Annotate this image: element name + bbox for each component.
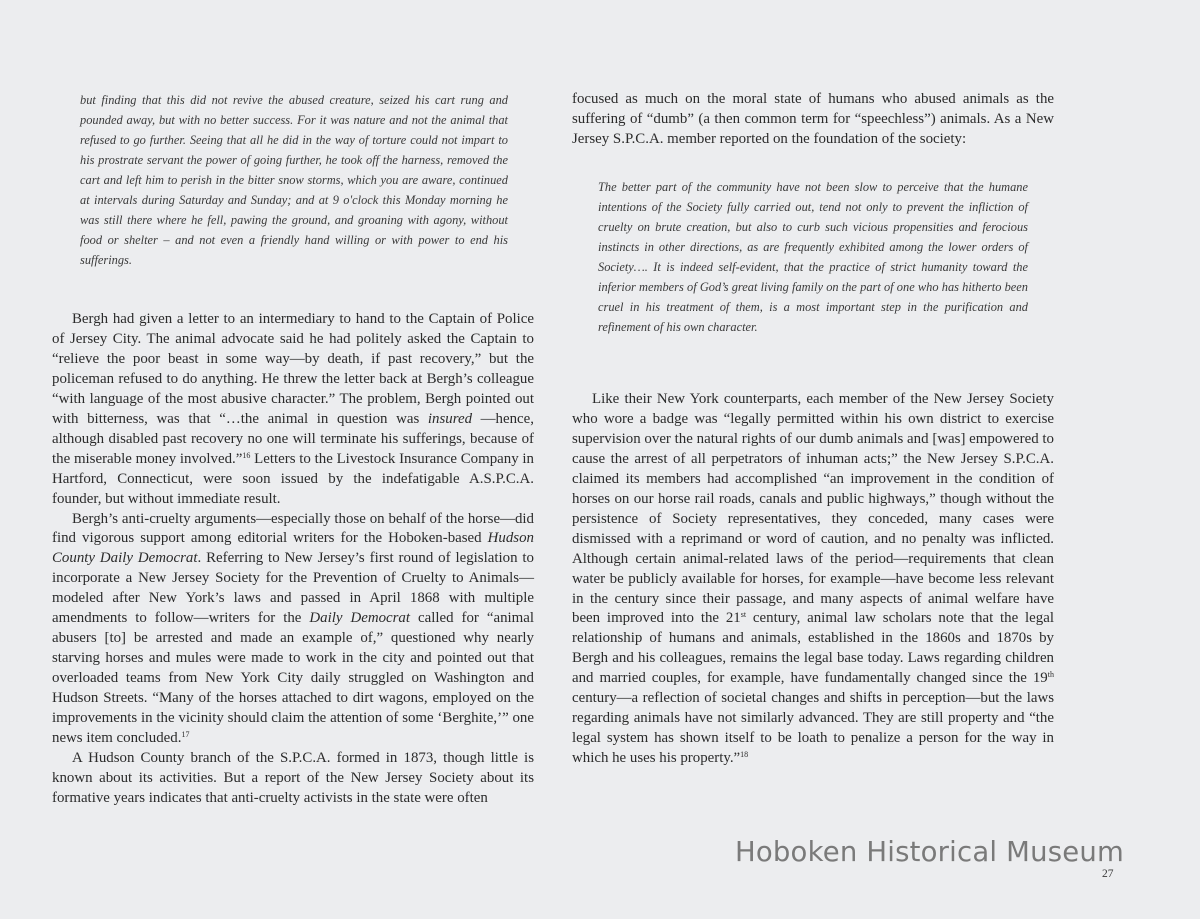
paragraph: A Hudson County branch of the S.P.C.A. formed in 1873, though little is known about its activities. But a report of the New Jersey Society about its formative years indicates that anti-cruelty activists in the state were often [52,749,534,806]
body-text-right-top [572,90,1054,150]
page-number: 27 [1102,868,1114,880]
paragraph: focused as much on the moral state of humans who abused animals as the suffering of “dumb” (a then common term for “speechless”) animals. As a New Jersey S.P.C.A. member reported on the foundation of the society: [572,91,1054,147]
quote-text: but finding that this did not revive the abused creature, seized his cart rung and pounded away, but with no better success. For it was nature and not the animal that refused to go further. Seeing that all he did in the way of torture could not impart to his prostrate servant the power of going further, he took off the harness, removed the cart and left him to perish in the bitter snow storms, which you are aware, continued at intervals during Saturday and Sunday; and at 9 o'clock this Monday morning he was still there where he fell, pawing the ground, and groaning with agony, without food or shelter – and not even a friendly hand willing or with power to end his sufferings. [80,93,508,267]
paragraph: Bergh’s anti-cruelty arguments—especially those on behalf of the horse—did find vigorous support among editorial writers for the Hoboken-based Hudson County Daily Democrat. Referring to New Jersey’s first round of legislation to incorporate a New Jersey Society for the Prevention of Cruelty to Animals—modeled after New York’s laws and passed in April 1868 with multiple amendments to follow—writers for the Daily Democrat called for “animal abusers [to] be arrested and made an example of,” questioned why nearly starving horses and mules were made to work in the city and pointed out that overloaded teams from New York City daily struggled on Washington and Hudson Streets. “Many of the horses attached to dirt wagons, employed on the improvements in the vicinity should claim the attention of some ‘Berghite,’” one news item concluded.$^{17}$ [52,510,535,747]
paragraph: Like their New York counterparts, each member of the New Jersey Society who wore a badge was “legally permitted within his own district to exercise supervision over the natural rights of our dumb animals and [was] empowered to cause the arrest of all perpetrators of inhuman acts;” the New Jersey S.P.C.A. claimed its members had accomplished “an improvement in the condition of horses on our horse rail roads, canals and public highways,” though without the persistence of Society representatives, they conceded, many cases were dismissed with a reprimand or word of caution, and no penalty was inflicted. Although certain animal-related laws of the period—requirements that clean water be publicly available for horses, for example—have become less relevant in the century since their passage, and many aspects of animal welfare have been improved into the 21st century, animal law scholars note that the legal relationship of humans and animals, established in the 1860s and 1870s by Bergh and his colleagues, remains the legal base today. Laws regarding children and married couples, for example, have fundamentally changed since the 19th century—a reflection of societal changes and shifts in perception—but the laws regarding animals have not similarly advanced. They are still property and “the legal system has shown itself to be loath to penalize a person for the way in which he uses his property.”$^{18}$ [572,391,1054,767]
block-quote-left [80,90,508,270]
block-quote-right [598,177,1028,337]
paragraph: Bergh had given a letter to an intermediary to hand to the Captain of Police of Jersey City. The animal advocate said he had politely asked the Captain to “relieve the poor beast in some way—by death, if past recovery,” but the policeman refused to do anything. He threw the letter back at Bergh’s colleague “with language of the most abusive character.” The problem, Bergh pointed out with bitterness, was that “…the animal in question was insured —hence, although disabled past recovery no one will terminate his sufferings, because of the miserable money involved.”$^{16}$ Letters to the Livestock Insurance Company in Hartford, Connecticut, were soon issued by the indefatigable A.S.P.C.A. founder, but without immediate result. [52,311,534,507]
quote-text: The better part of the community have not been slow to perceive that the humane intentions of the Society fully carried out, tend not only to prevent the infliction of cruelty on brute creation, but also to curb such vicious propensities and ferocious instincts in other directions, as are frequently exhibited among the lower orders of Society…. It is indeed self-evident, that the practice of strict humanity toward the inferior members of God’s great living family on the part of one who has hitherto been cruel in his treatment of them, is a most important step in the purification and refinement of his own character. [598,180,1028,334]
watermark: Hoboken Historical Museum [735,836,1124,868]
body-text-right [572,390,1054,769]
body-text-left [52,310,534,809]
